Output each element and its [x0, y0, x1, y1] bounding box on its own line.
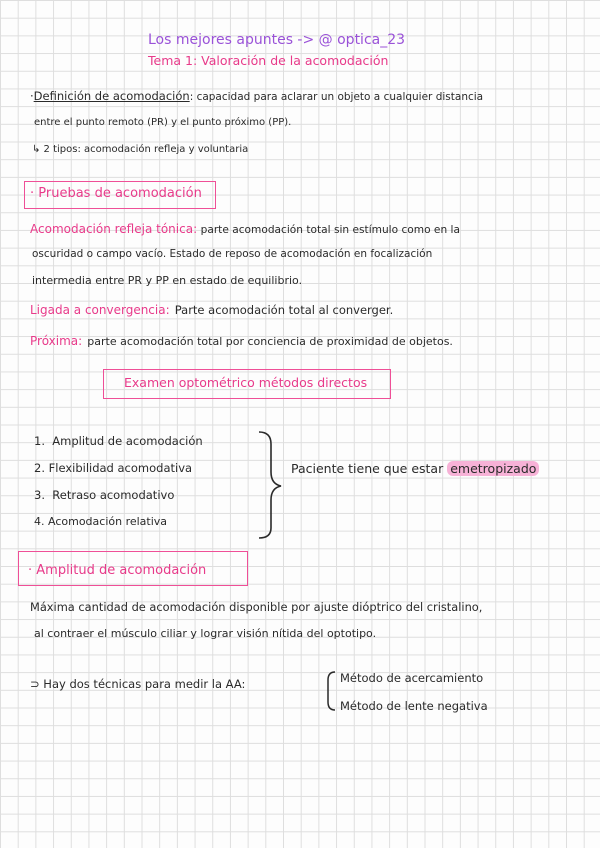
list-item: 1. Amplitud de acomodación	[34, 434, 203, 448]
proxima-term: Próxima:	[30, 334, 83, 348]
definition-term-bullet: ·	[30, 89, 34, 103]
list-item: 2. Flexibilidad acomodativa	[34, 461, 193, 475]
tecnicas-intro: ⊃ Hay dos técnicas para medir la AA:	[30, 677, 246, 691]
definition-line-1	[30, 89, 483, 103]
list-item: 3. Retraso acomodativo	[34, 488, 175, 502]
proxima-text: parte acomodación total por conciencia de proximidad de objetos.	[87, 335, 453, 348]
emetropizado-note: Paciente tiene que estar emetropizado	[291, 461, 539, 476]
ligada-text: Parte acomodación total al converger.	[174, 303, 394, 317]
amplitud-text-2: al contraer el músculo ciliar y lograr visión nítida del optotipo.	[34, 627, 377, 640]
definition-line-2: entre el punto remoto (PR) y el punto próximo (PP).	[34, 117, 292, 128]
definition-term: Definición de acomodación	[33, 89, 190, 103]
ligada-line	[30, 299, 393, 318]
proxima-line	[30, 330, 453, 349]
list-item: 4. Acomodación relativa	[34, 515, 168, 528]
pruebas-heading: · Pruebas de acomodación	[30, 186, 202, 201]
refleja-line-1	[30, 222, 460, 236]
amplitud-heading: · Amplitud de acomodación	[28, 563, 207, 578]
tecnica-item: Método de lente negativa	[340, 699, 488, 713]
page-subtitle: Tema 1: Valoración de la acomodación	[148, 53, 389, 68]
definition-types: ↳ 2 tipos: acomodación refleja y voluntaria	[32, 144, 249, 155]
refleja-line-3: intermedia entre PR y PP en estado de equilibrio.	[32, 274, 303, 287]
page-title: Los mejores apuntes -> @ optica_23	[148, 32, 406, 48]
examen-heading: Examen optométrico métodos directos	[124, 375, 368, 390]
refleja-text-1: parte acomodación total sin estímulo como en la	[200, 224, 460, 236]
arrow-icon: ⊃	[30, 677, 40, 691]
ligada-term: Ligada a convergencia:	[30, 303, 170, 317]
tecnica-item: Método de acercamiento	[340, 671, 484, 685]
list-brace-icon	[255, 428, 285, 542]
refleja-line-2: oscuridad o campo vacío. Estado de reposo de acomodación en focalización	[32, 248, 433, 260]
refleja-term: Acomodación refleja tónica:	[30, 222, 198, 236]
definition-text: : capacidad para aclarar un objeto a cualquier distancia	[189, 91, 484, 103]
tecnicas-brace-icon	[323, 670, 337, 712]
amplitud-text-1: Máxima cantidad de acomodación disponible por ajuste dióptrico del cristalino,	[30, 600, 483, 614]
emetropizado-highlight: emetropizado	[447, 461, 539, 476]
